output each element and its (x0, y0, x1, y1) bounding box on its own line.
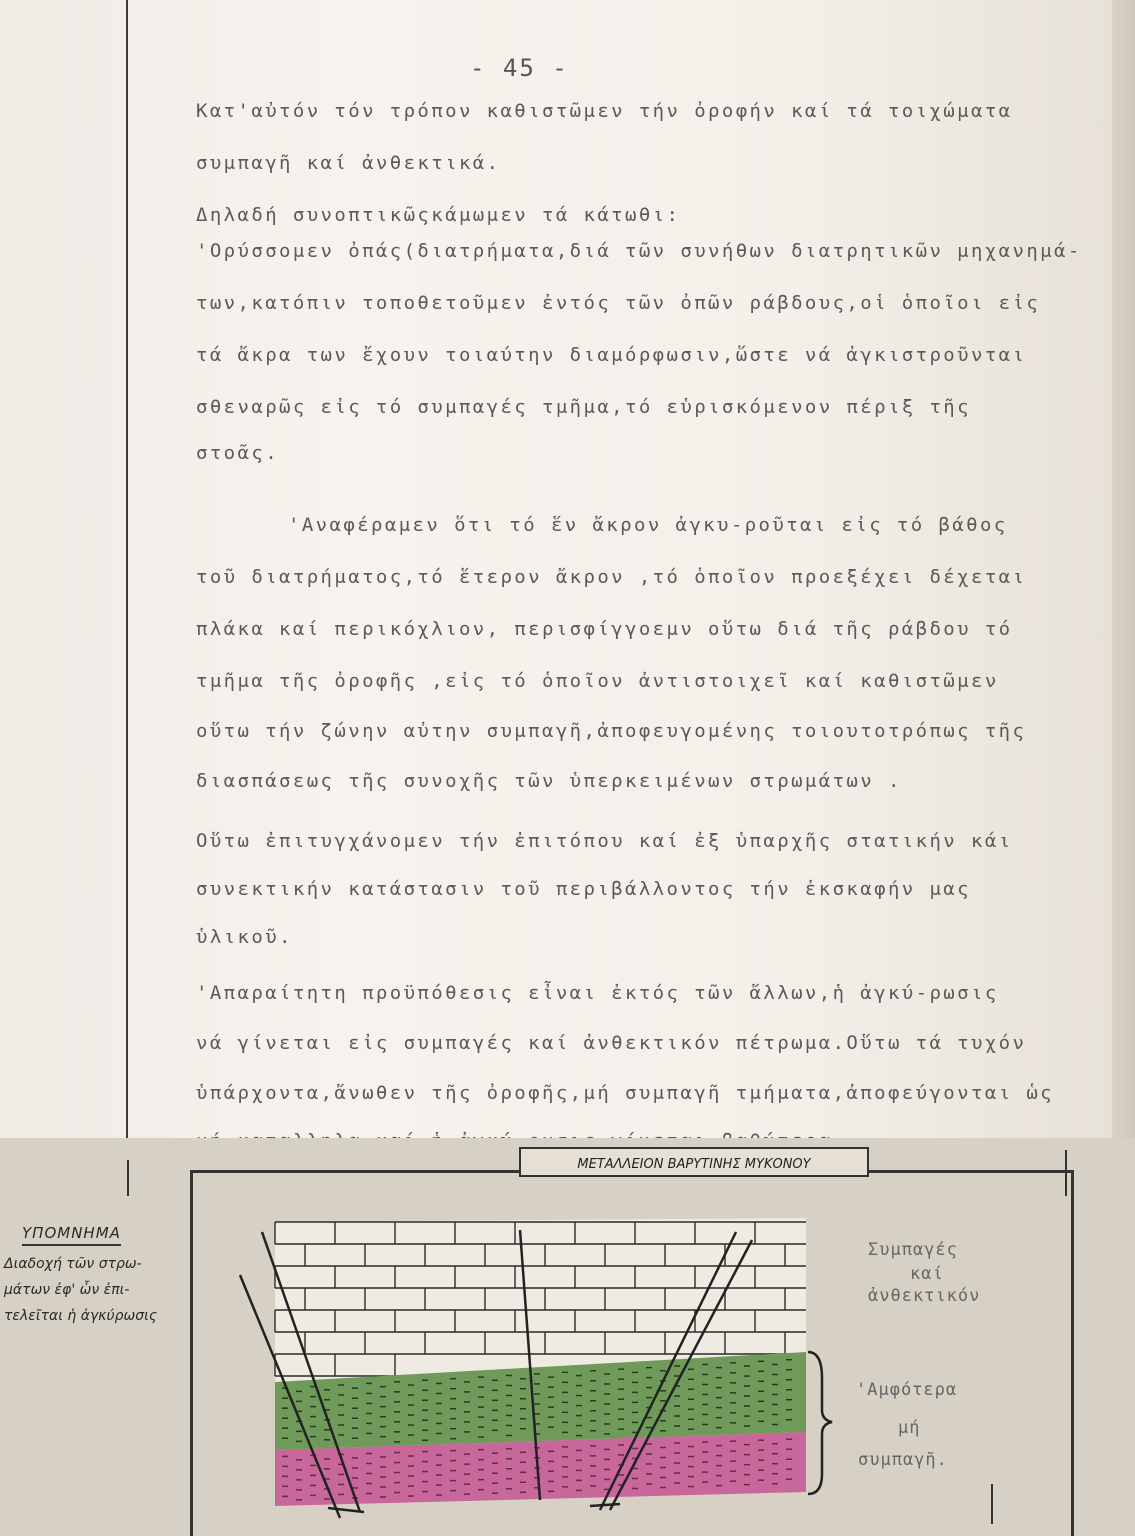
text-line: διασπάσεως τῆς συνοχῆς τῶν ὑπερκειμένων στρωμάτων . (196, 770, 902, 792)
legend-title: ΥΠΟΜΝΗΜΑ (22, 1224, 121, 1246)
diagram-title: ΜΕΤΑΛΛΕΙΟΝ ΒΑΡΥΤΙΝΗΣ ΜΥΚΟΝΟΥ (577, 1157, 811, 1172)
label-compact: ἀνθεκτικόν (868, 1286, 981, 1306)
text-line: συνεκτικήν κατάστασιν τοῦ περιβάλλοντος τήν ἐκσκαφήν μας (196, 878, 971, 900)
layer-brace (808, 1352, 832, 1494)
text-line: 'Ορύσσομεν ὀπάς(διατρήματα,διά τῶν συνήθων διατρητικῶν μηχανημά- (196, 240, 1082, 262)
text-line: στοᾶς. (196, 442, 280, 464)
label-noncompact: συμπαγῆ. (858, 1450, 948, 1470)
text-line: νά γίνεται εἰς συμπαγές καί ἀνθεκτικόν πέτρωμα.Οὕτω τά τυχόν (196, 1032, 1027, 1054)
text-line: των,κατόπιν τοποθετοῦμεν ἐντός τῶν ὀπῶν ράβδους,οἱ ὁποῖοι εἰς (196, 292, 1041, 314)
text-line: τμῆμα τῆς ὀροφῆς ,εἰς τό ὁποῖον ἀντιστοιχεῖ καί καθιστῶμεν (196, 670, 999, 692)
text-line: Οὕτω ἐπιτυγχάνομεν τήν ἐπιτόπου καί ἐξ ὑπαρχῆς στατικήν κάι (196, 830, 1013, 852)
page-number: - 45 - (470, 54, 569, 82)
text-line: ὑλικοῦ. (196, 926, 293, 948)
legend-line: Διαδοχή τῶν στρω- (4, 1256, 142, 1272)
text-line: 'Αναφέραμεν ὅτι τό ἕν ἄκρον ἀγκυ-ροῦται εἰς τό βάθος (288, 514, 1008, 536)
label-compact: Συμπαγές (868, 1240, 958, 1260)
text-line: ὑπάρχοντα,ἄνωθεν τῆς ὀροφῆς,μή συμπαγῆ τμήματα,ἀποφεύγονται ὡς (196, 1082, 1055, 1104)
text-line: οὕτω τήν ζώνην αὐτην συμπαγῆ,ἀποφευγομένης τοιουτοτρόπως τῆς (196, 720, 1027, 742)
label-compact: καί (910, 1264, 944, 1284)
text-line: συμπαγῆ καί ἀνθεκτικά. (196, 152, 501, 174)
label-noncompact: μή (898, 1418, 921, 1438)
label-noncompact: 'Αμφότερα (856, 1380, 958, 1400)
text-line: τοῦ διατρήματος,τό ἕτερον ἄκρον ,τό ὁποῖον προεξέχει δέχεται (196, 566, 1027, 588)
anchor-plate (590, 1504, 620, 1506)
legend-line: τελεῖται ἡ ἀγκύρωσις (4, 1308, 158, 1324)
text-line: πλάκα καί περικόχλιον, περισφίγγοεμν οὕτω διά τῆς ράβδου τό (196, 618, 1013, 640)
text-line: σθεναρῶς εἰς τό συμπαγές τμῆμα,τό εὑρισκόμενον πέριξ τῆς (196, 396, 971, 418)
text-line: Δηλαδή συνοπτικῶςκάμωμεν τά κάτωθι: (196, 204, 681, 226)
text-line: Κατ'αὐτόν τόν τρόπον καθιστῶμεν τήν ὀροφήν καί τά τοιχώματα (196, 100, 1013, 122)
legend-line: μάτων ἐφ' ὧν ἐπι- (4, 1282, 130, 1298)
text-line: 'Απαραίτητη προϋπόθεσις εἶναι ἐκτός τῶν ἄλλων,ἡ ἀγκύ-ρωσις (196, 982, 999, 1004)
text-line: τά ἄκρα των ἔχουν τοιαύτην διαμόρφωσιν,ὥστε νά ἀγκιστροῦνται (196, 344, 1027, 366)
